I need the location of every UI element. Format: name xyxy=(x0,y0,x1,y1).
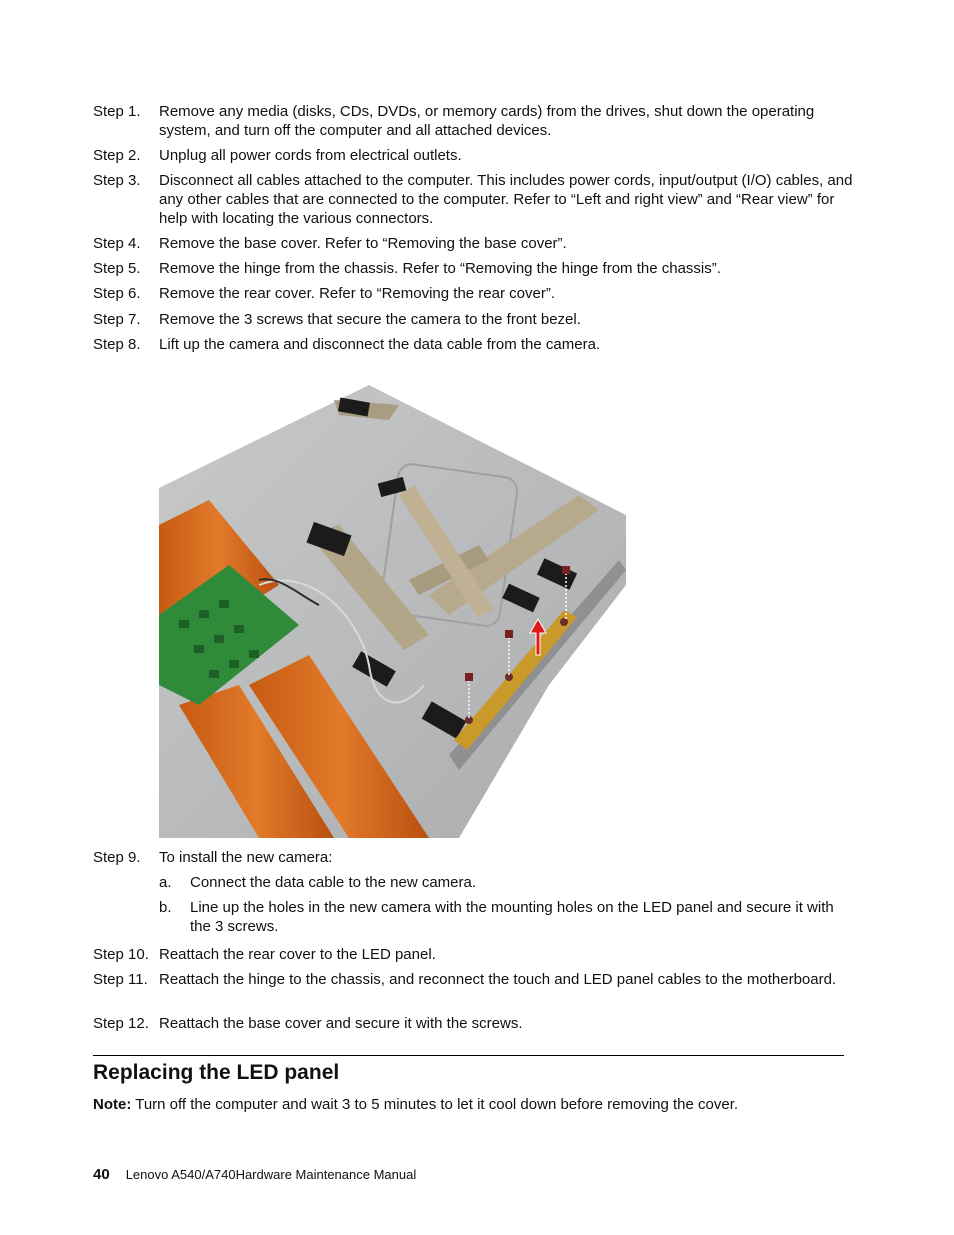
step-text: Remove the hinge from the chassis. Refer to “Removing the hinge from the chassis”. xyxy=(159,260,721,277)
note-text: Turn off the computer and wait 3 to 5 minutes to let it cool down before removing the cover. xyxy=(131,1096,739,1113)
step-6 xyxy=(93,284,853,303)
step-4 xyxy=(93,234,853,253)
step-text: Lift up the camera and disconnect the data cable from the camera. xyxy=(159,336,601,353)
step-7 xyxy=(93,310,853,329)
step-number: Step 10. xyxy=(93,946,149,963)
step-text: To install the new camera: xyxy=(159,849,333,866)
substep-b xyxy=(159,898,839,936)
note-label: Note: xyxy=(93,1096,132,1113)
step-text: Remove the rear cover. Refer to “Removing the rear cover”. xyxy=(159,285,555,302)
step-text: Reattach the hinge to the chassis, and reconnect the touch and LED panel cables to the motherboard. xyxy=(159,971,837,988)
step-11 xyxy=(93,970,853,989)
step-10 xyxy=(93,945,853,964)
step-5 xyxy=(93,259,853,278)
step-text: Disconnect all cables attached to the computer. This includes power cords, input/output (I/O) cables, and any other cables that are connected to the computer. Refer to “Left and right view” and “Rear view” for help with locating the various connectors. xyxy=(159,172,853,227)
step-number: Step 1. xyxy=(93,103,141,120)
step-2 xyxy=(93,146,853,165)
step-number: Step 9. xyxy=(93,849,141,866)
step-text: Reattach the rear cover to the LED panel. xyxy=(159,946,436,963)
step-number: Step 4. xyxy=(93,235,141,252)
substep-text: Connect the data cable to the new camera. xyxy=(190,874,477,891)
step-8 xyxy=(93,335,853,354)
substep-letter: a. xyxy=(159,874,172,891)
page-number: 40 xyxy=(93,1166,110,1183)
step-text: Remove the base cover. Refer to “Removing the base cover”. xyxy=(159,235,567,252)
step-number: Step 3. xyxy=(93,172,141,189)
page-footer xyxy=(93,1165,416,1185)
step-number: Step 6. xyxy=(93,285,141,302)
note xyxy=(93,1095,853,1114)
section-heading: Replacing the LED panel xyxy=(93,1061,340,1084)
step-text: Remove any media (disks, CDs, DVDs, or memory cards) from the drives, shut down the operating system, and turn off the computer and all attached devices. xyxy=(159,103,815,139)
step-text: Remove the 3 screws that secure the camera to the front bezel. xyxy=(159,311,581,328)
step-1 xyxy=(93,102,853,140)
step-number: Step 2. xyxy=(93,147,141,164)
manual-title: Lenovo A540/A740Hardware Maintenance Manual xyxy=(125,1167,417,1182)
step-number: Step 8. xyxy=(93,336,141,353)
step-text: Unplug all power cords from electrical outlets. xyxy=(159,147,462,164)
step-number: Step 7. xyxy=(93,311,141,328)
camera-removal-photo xyxy=(159,385,626,838)
step-text: Reattach the base cover and secure it with the screws. xyxy=(159,1015,523,1032)
section-divider xyxy=(93,1055,844,1056)
substep-a xyxy=(159,873,839,892)
step-12 xyxy=(93,1014,853,1033)
step-number: Step 11. xyxy=(93,971,148,988)
step-number: Step 12. xyxy=(93,1015,149,1032)
substep-letter: b. xyxy=(159,899,172,916)
step-number: Step 5. xyxy=(93,260,141,277)
step-3 xyxy=(93,171,853,228)
substep-text: Line up the holes in the new camera with the mounting holes on the LED panel and secure it with the 3 screws. xyxy=(190,899,834,935)
step-9 xyxy=(93,848,853,867)
